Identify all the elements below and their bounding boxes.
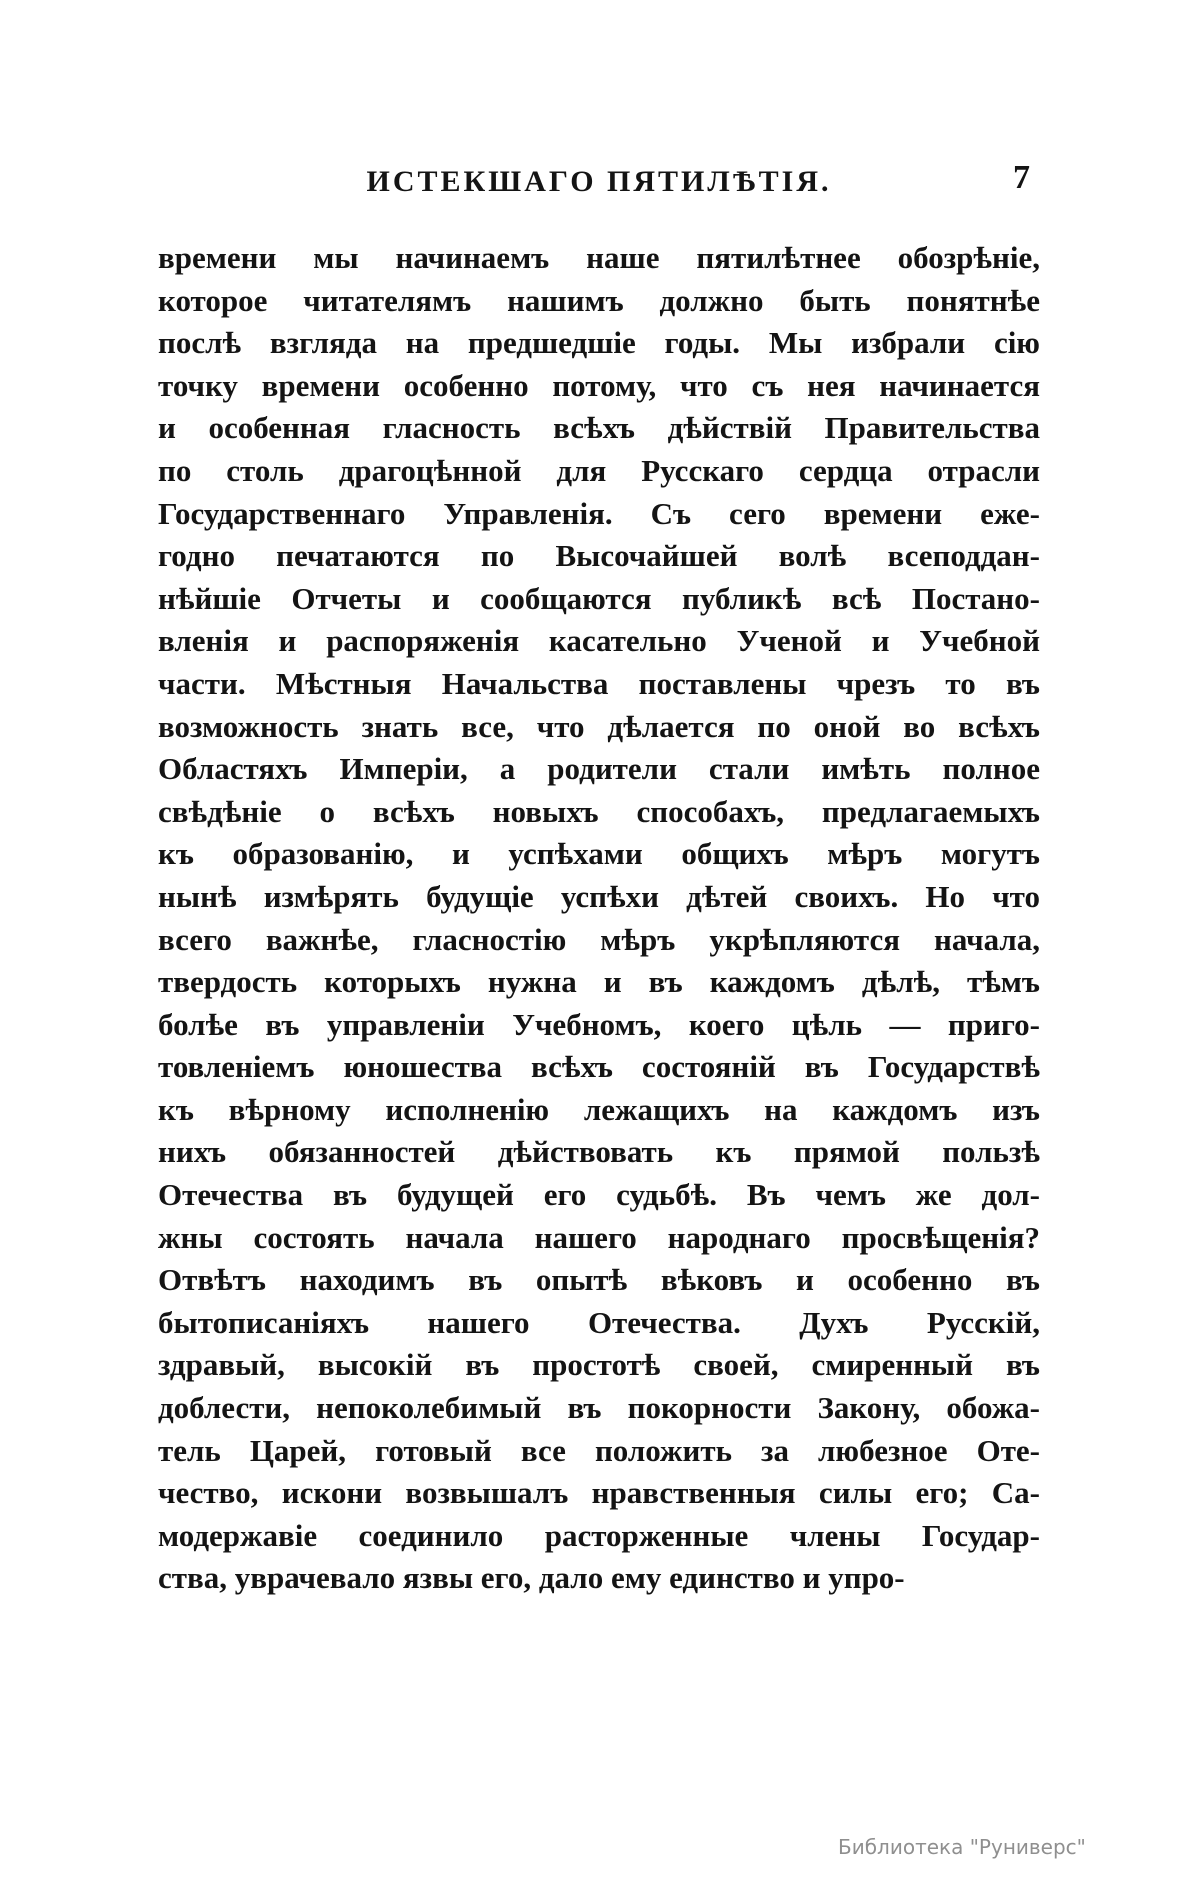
text-line: времени мы начинаемъ наше пятилѣтнее обозрѣніе,	[158, 240, 1040, 275]
text-line: жны состоять начала нашего народнаго просвѣщенія?	[158, 1219, 1040, 1255]
text-line: всего важнѣе, гласностію мѣръ укрѣпляются начала,	[158, 921, 1040, 957]
text-line: бытописаніяхъ нашего Отечества. Духъ Русскій,	[158, 1304, 1040, 1340]
text-line: Государственнаго Управленія. Съ сего времени еже-	[158, 495, 1040, 531]
text-line: нынѣ измѣрять будущіе успѣхи дѣтей своихъ. Но что	[158, 878, 1040, 914]
text-line: возможность знать все, что дѣлается по оной во всѣхъ	[158, 708, 1040, 744]
text-line: болѣе въ управленіи Учебномъ, коего цѣль — приго-	[158, 1006, 1040, 1042]
body-text	[158, 237, 1040, 1600]
text-line: чество, искони возвышалъ нравственныя силы его; Са-	[158, 1475, 1040, 1511]
text-line: товленіемъ юношества всѣхъ состояній въ Государствѣ	[158, 1049, 1040, 1085]
text-line: части. Мѣстныя Начальства поставлены чрезъ то въ	[158, 665, 1040, 701]
text-line: твердость которыхъ нужна и въ каждомъ дѣлѣ, тѣмъ	[158, 964, 1040, 1000]
text-line: ства, уврачевало язвы его, дало ему единство и упро-	[158, 1560, 905, 1596]
text-line: вленія и распоряженія касательно Ученой и Учебной	[158, 623, 1040, 659]
text-line: Отвѣтъ находимъ въ опытѣ вѣковъ и особенно въ	[158, 1262, 1040, 1298]
text-line: къ вѣрному исполненію лежащихъ на каждомъ изъ	[158, 1091, 1040, 1127]
text-line: Областяхъ Имперіи, а родители стали имѣть полное	[158, 751, 1040, 787]
running-title: ИСТЕКШАГО ПЯТИЛѢТІЯ.	[366, 165, 832, 198]
text-line: послѣ взгляда на предшедшіе годы. Мы избрали сію	[158, 325, 1040, 361]
text-line: къ образованію, и успѣхами общихъ мѣръ могутъ	[158, 836, 1040, 872]
text-line: годно печатаются по Высочайшей волѣ всеподдан-	[158, 538, 1040, 574]
text-line: точку времени особенно потому, что съ нея начинается	[158, 367, 1040, 403]
page-number: 7	[1013, 159, 1030, 196]
text-line: доблести, непоколебимый въ покорности Закону, обожа-	[158, 1390, 1040, 1426]
text-line: тель Царей, готовый все положить за любезное Оте-	[158, 1432, 1040, 1468]
text-line: нѣйшіе Отчеты и сообщаются публикѣ всѣ Постано-	[158, 580, 1040, 616]
text-line: Отечества въ будущей его судьбѣ. Въ чемъ же дол-	[158, 1177, 1040, 1213]
text-line: и особенная гласность всѣхъ дѣйствій Правительства	[158, 410, 1040, 446]
text-line: нихъ обязанностей дѣйствовать къ прямой пользѣ	[158, 1134, 1040, 1170]
running-head	[158, 159, 1040, 209]
text-line: здравый, высокій въ простотѣ своей, смиренный въ	[158, 1347, 1040, 1383]
text-line: модержавіе соединило расторженные члены Государ-	[158, 1517, 1040, 1553]
text-line: которое читателямъ нашимъ должно быть понятнѣе	[158, 282, 1040, 318]
library-watermark: Библиотека "Руниверс"	[838, 1835, 1086, 1859]
text-line: свѣдѣніе о всѣхъ новыхъ способахъ, предлагаемыхъ	[158, 793, 1040, 829]
text-line: по столь драгоцѣнной для Русскаго сердца отрасли	[158, 452, 1040, 488]
